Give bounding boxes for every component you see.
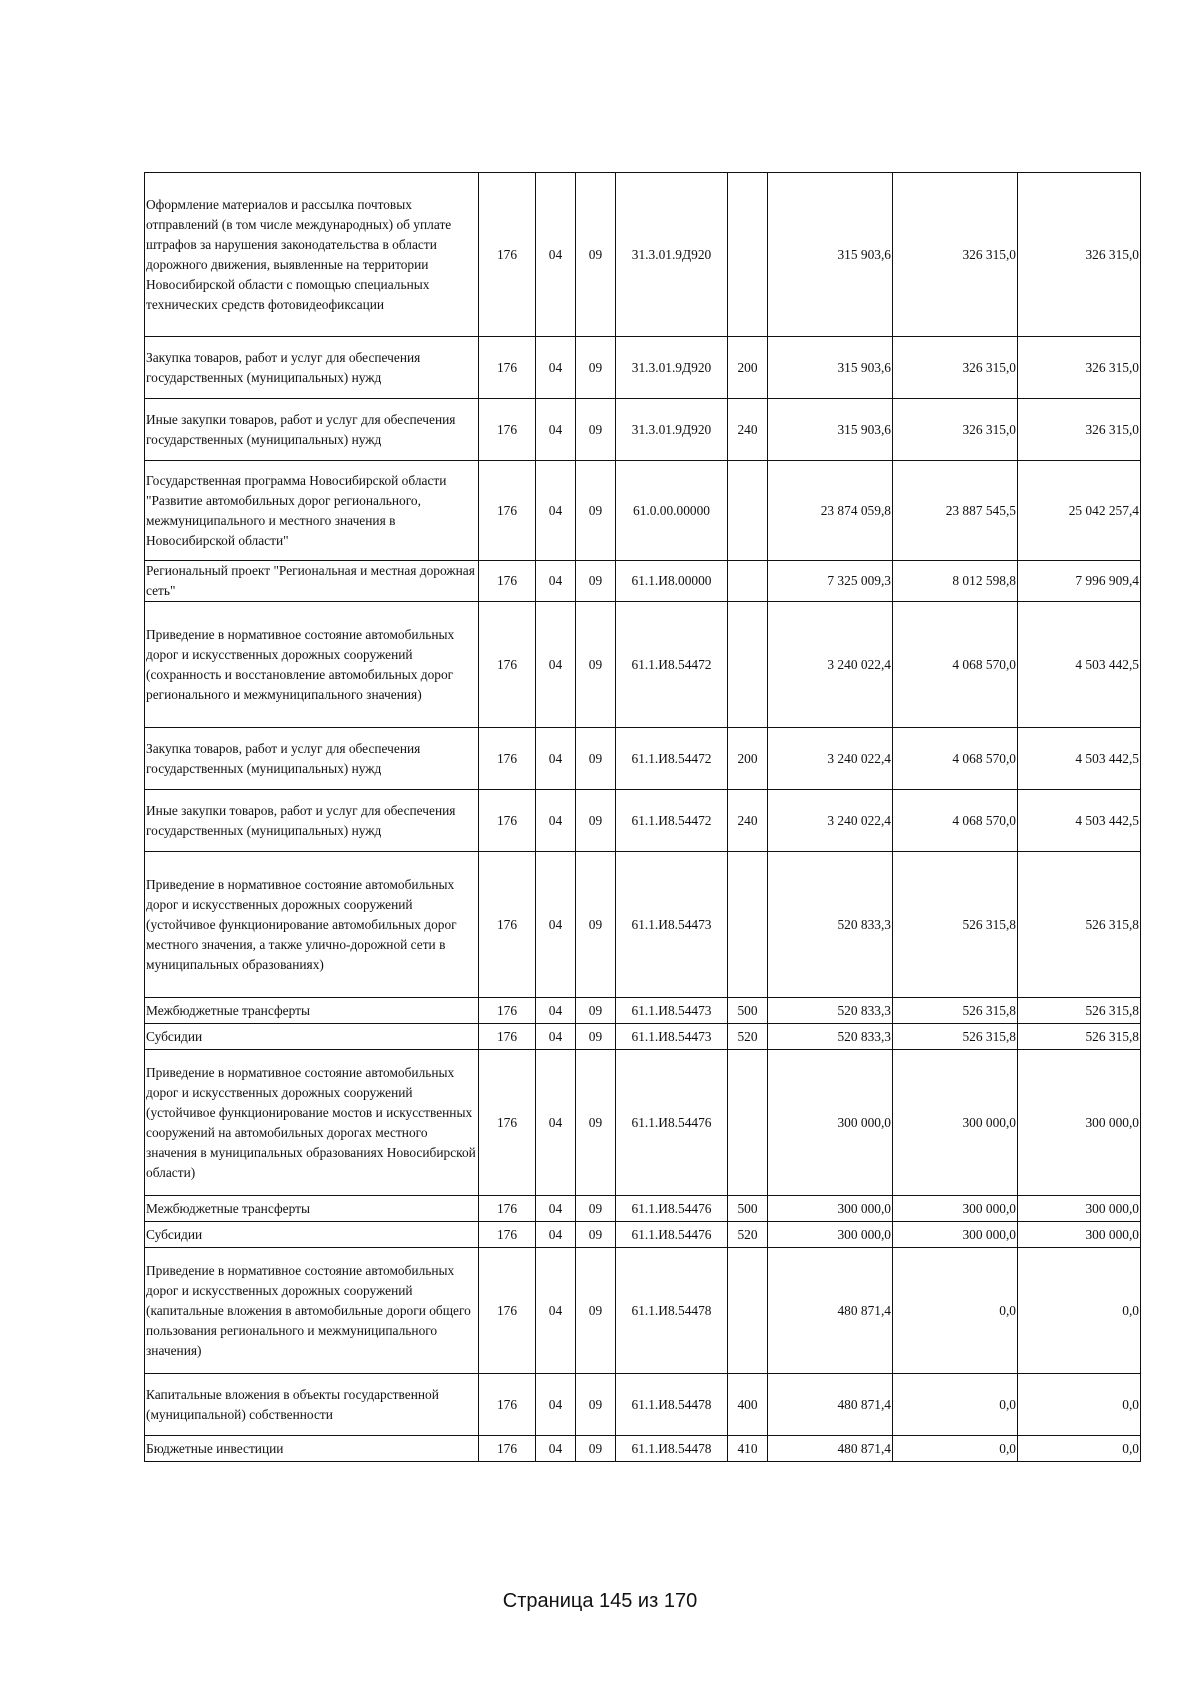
row-code: 176 <box>479 1050 536 1196</box>
row-code: 176 <box>479 1024 536 1050</box>
row-code: 176 <box>479 1248 536 1374</box>
row-code: 176 <box>479 602 536 728</box>
row-type: 520 <box>728 1024 768 1050</box>
row-amount-1: 315 903,6 <box>768 173 893 337</box>
row-name: Субсидии <box>145 1222 479 1248</box>
row-article: 31.3.01.9Д920 <box>616 173 728 337</box>
row-type <box>728 561 768 602</box>
row-amount-3: 326 315,0 <box>1018 173 1141 337</box>
row-type <box>728 602 768 728</box>
row-subsection: 09 <box>576 998 616 1024</box>
row-amount-3: 526 315,8 <box>1018 852 1141 998</box>
row-type: 200 <box>728 337 768 399</box>
row-type: 410 <box>728 1436 768 1462</box>
row-name: Приведение в нормативное состояние автомобильных дорог и искусственных дорожных сооружений (сохранность и восстановление автомобильных дорог регионального и межмуниципального значения) <box>145 602 479 728</box>
row-type: 500 <box>728 998 768 1024</box>
row-amount-2: 326 315,0 <box>893 173 1018 337</box>
row-name: Приведение в нормативное состояние автомобильных дорог и искусственных дорожных сооружений (устойчивое функционирование мостов и искусственных сооружений на автомобильных дорогах местного значения в муниципальных образованиях Новосибирской области) <box>145 1050 479 1196</box>
row-amount-1: 520 833,3 <box>768 1024 893 1050</box>
row-subsection: 09 <box>576 1248 616 1374</box>
row-code: 176 <box>479 173 536 337</box>
row-amount-1: 23 874 059,8 <box>768 461 893 561</box>
row-section: 04 <box>536 561 576 602</box>
row-amount-3: 0,0 <box>1018 1248 1141 1374</box>
row-section: 04 <box>536 602 576 728</box>
row-amount-2: 0,0 <box>893 1374 1018 1436</box>
table-row <box>145 399 1141 461</box>
row-section: 04 <box>536 790 576 852</box>
row-amount-2: 300 000,0 <box>893 1222 1018 1248</box>
row-article: 61.1.И8.54476 <box>616 1222 728 1248</box>
row-amount-3: 300 000,0 <box>1018 1050 1141 1196</box>
row-type: 400 <box>728 1374 768 1436</box>
row-section: 04 <box>536 1222 576 1248</box>
row-amount-3: 526 315,8 <box>1018 998 1141 1024</box>
row-article: 61.1.И8.54478 <box>616 1374 728 1436</box>
row-amount-3: 0,0 <box>1018 1436 1141 1462</box>
row-subsection: 09 <box>576 561 616 602</box>
row-section: 04 <box>536 1248 576 1374</box>
row-article: 61.1.И8.54473 <box>616 1024 728 1050</box>
row-type: 240 <box>728 790 768 852</box>
row-code: 176 <box>479 998 536 1024</box>
row-amount-2: 4 068 570,0 <box>893 790 1018 852</box>
row-name: Межбюджетные трансферты <box>145 998 479 1024</box>
row-type: 200 <box>728 728 768 790</box>
row-article: 61.1.И8.54478 <box>616 1248 728 1374</box>
row-name: Иные закупки товаров, работ и услуг для обеспечения государственных (муниципальных) нужд <box>145 399 479 461</box>
row-subsection: 09 <box>576 337 616 399</box>
row-amount-1: 315 903,6 <box>768 399 893 461</box>
row-subsection: 09 <box>576 1374 616 1436</box>
row-subsection: 09 <box>576 461 616 561</box>
row-code: 176 <box>479 561 536 602</box>
row-code: 176 <box>479 728 536 790</box>
row-code: 176 <box>479 461 536 561</box>
row-section: 04 <box>536 337 576 399</box>
row-code: 176 <box>479 1196 536 1222</box>
row-amount-1: 3 240 022,4 <box>768 602 893 728</box>
row-amount-3: 4 503 442,5 <box>1018 602 1141 728</box>
row-code: 176 <box>479 399 536 461</box>
row-section: 04 <box>536 173 576 337</box>
row-article: 31.3.01.9Д920 <box>616 399 728 461</box>
row-name: Закупка товаров, работ и услуг для обеспечения государственных (муниципальных) нужд <box>145 728 479 790</box>
row-amount-1: 520 833,3 <box>768 852 893 998</box>
row-code: 176 <box>479 1374 536 1436</box>
row-amount-3: 4 503 442,5 <box>1018 790 1141 852</box>
row-amount-2: 8 012 598,8 <box>893 561 1018 602</box>
row-subsection: 09 <box>576 1196 616 1222</box>
row-name: Иные закупки товаров, работ и услуг для обеспечения государственных (муниципальных) нужд <box>145 790 479 852</box>
row-subsection: 09 <box>576 602 616 728</box>
row-amount-2: 526 315,8 <box>893 1024 1018 1050</box>
row-article: 61.1.И8.54472 <box>616 790 728 852</box>
table-row <box>145 173 1141 337</box>
row-subsection: 09 <box>576 1050 616 1196</box>
row-article: 61.1.И8.54472 <box>616 728 728 790</box>
table-row <box>145 852 1141 998</box>
row-amount-2: 326 315,0 <box>893 399 1018 461</box>
row-section: 04 <box>536 1024 576 1050</box>
row-section: 04 <box>536 1196 576 1222</box>
page-number: Страница 145 из 170 <box>502 1590 698 1612</box>
row-code: 176 <box>479 852 536 998</box>
row-code: 176 <box>479 337 536 399</box>
row-amount-3: 0,0 <box>1018 1374 1141 1436</box>
table-row <box>145 1374 1141 1436</box>
row-type <box>728 461 768 561</box>
row-article: 61.1.И8.54476 <box>616 1050 728 1196</box>
row-amount-1: 480 871,4 <box>768 1436 893 1462</box>
table-row <box>145 1436 1141 1462</box>
row-article: 61.1.И8.54476 <box>616 1196 728 1222</box>
row-amount-1: 7 325 009,3 <box>768 561 893 602</box>
row-section: 04 <box>536 1436 576 1462</box>
row-amount-2: 23 887 545,5 <box>893 461 1018 561</box>
row-amount-1: 3 240 022,4 <box>768 790 893 852</box>
table-row <box>145 561 1141 602</box>
row-amount-3: 326 315,0 <box>1018 337 1141 399</box>
row-type <box>728 173 768 337</box>
row-subsection: 09 <box>576 852 616 998</box>
row-type <box>728 852 768 998</box>
table-body <box>145 173 1141 1462</box>
table-row <box>145 1024 1141 1050</box>
row-section: 04 <box>536 852 576 998</box>
row-amount-1: 300 000,0 <box>768 1050 893 1196</box>
row-name: Приведение в нормативное состояние автомобильных дорог и искусственных дорожных сооружений (капитальные вложения в автомобильные дороги общего пользования регионального и межмуниципального значения) <box>145 1248 479 1374</box>
row-section: 04 <box>536 1050 576 1196</box>
row-type <box>728 1050 768 1196</box>
row-name: Государственная программа Новосибирской области "Развитие автомобильных дорог регионального, межмуниципального и местного значения в Новосибирской области" <box>145 461 479 561</box>
row-amount-3: 300 000,0 <box>1018 1196 1141 1222</box>
row-article: 61.1.И8.54478 <box>616 1436 728 1462</box>
row-article: 61.1.И8.54473 <box>616 852 728 998</box>
table-row <box>145 337 1141 399</box>
row-article: 61.1.И8.54473 <box>616 998 728 1024</box>
row-name: Бюджетные инвестиции <box>145 1436 479 1462</box>
table-row <box>145 1222 1141 1248</box>
row-amount-2: 526 315,8 <box>893 852 1018 998</box>
row-amount-1: 480 871,4 <box>768 1248 893 1374</box>
row-amount-2: 0,0 <box>893 1436 1018 1462</box>
row-amount-3: 4 503 442,5 <box>1018 728 1141 790</box>
row-amount-1: 480 871,4 <box>768 1374 893 1436</box>
table-row <box>145 790 1141 852</box>
row-section: 04 <box>536 461 576 561</box>
row-subsection: 09 <box>576 728 616 790</box>
row-subsection: 09 <box>576 1024 616 1050</box>
budget-table <box>144 172 1141 1462</box>
row-amount-2: 4 068 570,0 <box>893 602 1018 728</box>
row-type: 240 <box>728 399 768 461</box>
table-row <box>145 461 1141 561</box>
row-amount-1: 520 833,3 <box>768 998 893 1024</box>
row-amount-1: 315 903,6 <box>768 337 893 399</box>
row-name: Оформление материалов и рассылка почтовых отправлений (в том числе международных) об уплате штрафов за нарушения законодательства в области дорожного движения, выявленные на территории Новосибирской области с помощью специальных технических средств фотовидеофиксации <box>145 173 479 337</box>
row-section: 04 <box>536 1374 576 1436</box>
table-row <box>145 1050 1141 1196</box>
row-amount-2: 0,0 <box>893 1248 1018 1374</box>
table-row <box>145 1196 1141 1222</box>
row-article: 61.0.00.00000 <box>616 461 728 561</box>
row-amount-1: 3 240 022,4 <box>768 728 893 790</box>
row-subsection: 09 <box>576 173 616 337</box>
row-amount-2: 300 000,0 <box>893 1050 1018 1196</box>
table-row <box>145 602 1141 728</box>
row-name: Капитальные вложения в объекты государственной (муниципальной) собственности <box>145 1374 479 1436</box>
row-code: 176 <box>479 1222 536 1248</box>
row-name: Приведение в нормативное состояние автомобильных дорог и искусственных дорожных сооружений (устойчивое функционирование автомобильных дорог местного значения, а также улично-дорожной сети в муниципальных образованиях) <box>145 852 479 998</box>
row-type <box>728 1248 768 1374</box>
row-subsection: 09 <box>576 790 616 852</box>
row-article: 31.3.01.9Д920 <box>616 337 728 399</box>
row-name: Субсидии <box>145 1024 479 1050</box>
row-code: 176 <box>479 1436 536 1462</box>
row-section: 04 <box>536 728 576 790</box>
row-amount-3: 300 000,0 <box>1018 1222 1141 1248</box>
row-subsection: 09 <box>576 399 616 461</box>
row-section: 04 <box>536 399 576 461</box>
row-subsection: 09 <box>576 1436 616 1462</box>
row-article: 61.1.И8.00000 <box>616 561 728 602</box>
row-amount-2: 326 315,0 <box>893 337 1018 399</box>
row-article: 61.1.И8.54472 <box>616 602 728 728</box>
table-row <box>145 728 1141 790</box>
row-type: 500 <box>728 1196 768 1222</box>
row-name: Закупка товаров, работ и услуг для обеспечения государственных (муниципальных) нужд <box>145 337 479 399</box>
row-amount-3: 7 996 909,4 <box>1018 561 1141 602</box>
row-amount-1: 300 000,0 <box>768 1196 893 1222</box>
row-amount-1: 300 000,0 <box>768 1222 893 1248</box>
row-amount-3: 526 315,8 <box>1018 1024 1141 1050</box>
table-row <box>145 998 1141 1024</box>
row-section: 04 <box>536 998 576 1024</box>
row-amount-2: 300 000,0 <box>893 1196 1018 1222</box>
row-code: 176 <box>479 790 536 852</box>
table-row <box>145 1248 1141 1374</box>
row-subsection: 09 <box>576 1222 616 1248</box>
row-amount-2: 526 315,8 <box>893 998 1018 1024</box>
row-amount-2: 4 068 570,0 <box>893 728 1018 790</box>
row-name: Региональный проект "Региональная и местная дорожная сеть" <box>145 561 479 602</box>
row-name: Межбюджетные трансферты <box>145 1196 479 1222</box>
row-type: 520 <box>728 1222 768 1248</box>
row-amount-3: 25 042 257,4 <box>1018 461 1141 561</box>
row-amount-3: 326 315,0 <box>1018 399 1141 461</box>
